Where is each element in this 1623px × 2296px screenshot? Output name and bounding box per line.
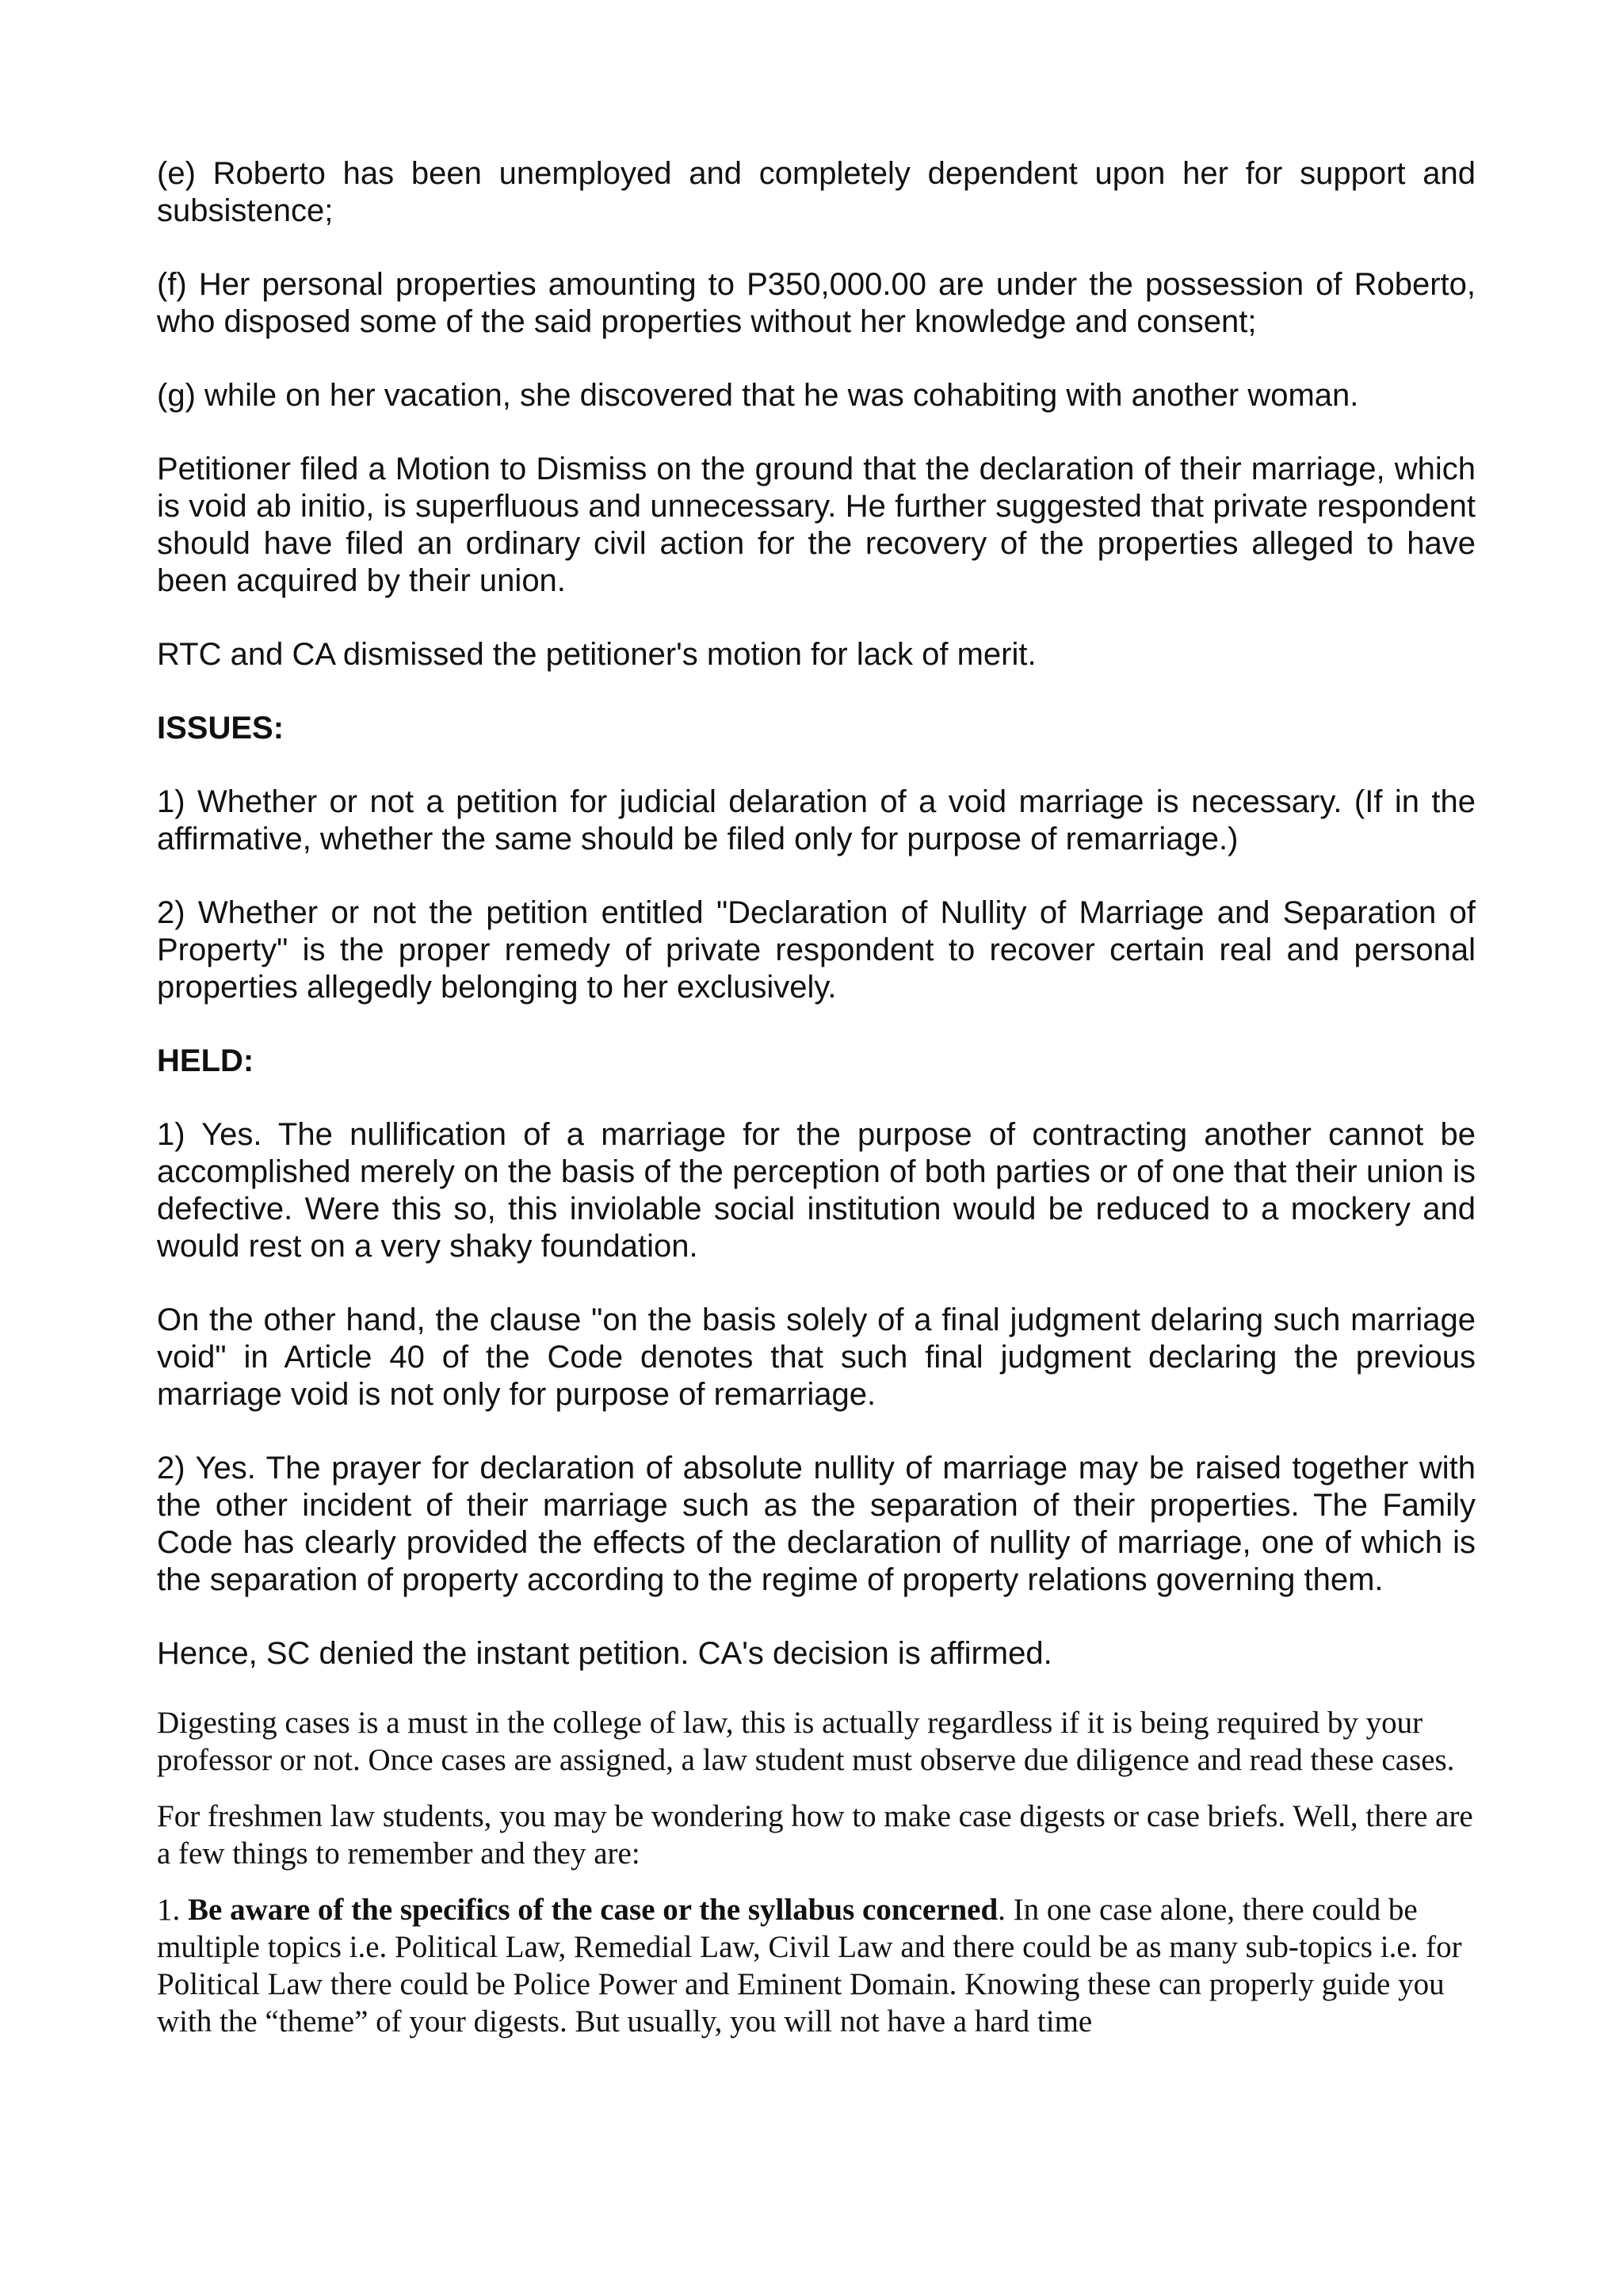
issue-2: 2) Whether or not the petition entitled "Declaration of Nullity of Marriage and Separation of Property" is the proper remedy of private respondent to recover certain real and personal properties allegedly belonging to her exclusively.: [157, 895, 1476, 1005]
guide-item-number: 1.: [157, 1893, 188, 1927]
issue-1: 1) Whether or not a petition for judicial delaration of a void marriage is necessary. (If in the affirmative, whether the same should be filed only for purpose of remarriage.): [157, 784, 1476, 856]
document-page: [157, 155, 1476, 2059]
held-heading: HELD:: [157, 1043, 254, 1078]
guide-paragraph-3: [157, 1891, 1476, 2040]
held-1: 1) Yes. The nullification of a marriage for the purpose of contracting another cannot be accomplished merely on the basis of the perception of both parties or of one that their union is defective. Were this so, this inviolable social institution would be reduced to a mockery and would rest on a very shaky foundation.: [157, 1117, 1476, 1264]
held-1-continued: On the other hand, the clause "on the basis solely of a final judgment delaring such marriage void" in Article 40 of the Code denotes that such final judgment declaring the previous marriage void is not only for purpose of remarriage.: [157, 1302, 1476, 1412]
paragraph-g: (g) while on her vacation, she discovered that he was cohabiting with another woman.: [157, 378, 1359, 413]
paragraph-e: (e) Roberto has been unemployed and completely dependent upon her for support and subsistence;: [157, 156, 1476, 228]
paragraph-rtc-ca: RTC and CA dismissed the petitioner's motion for lack of merit.: [157, 637, 1037, 672]
paragraph-f: (f) Her personal properties amounting to P350,000.00 are under the possession of Roberto, who disposed some of the said properties without her knowledge and consent;: [157, 267, 1476, 339]
paragraph-motion-to-dismiss: Petitioner filed a Motion to Dismiss on the ground that the declaration of their marriage, which is void ab initio, is superfluous and unnecessary. He further suggested that private respondent should have filed an ordinary civil action for the recovery of the properties alleged to have been acquired by their union.: [157, 452, 1476, 598]
guide-item-body: . In one case alone, there could be multiple topics i.e. Political Law, Remedial Law, Civil Law and there could be as many sub-topics i.e. for Political Law there could be Police Power and Eminent Domain. Knowing these can properly guide you with the “theme” of your digests. But usually, you will not have a hard time: [157, 1893, 1462, 2039]
held-2: 2) Yes. The prayer for declaration of absolute nullity of marriage may be raised together with the other incident of their marriage such as the separation of their properties. The Family Code has clearly provided the effects of the declaration of nullity of marriage, one of which is the separation of property according to the regime of property relations governing them.: [157, 1451, 1476, 1597]
guide-item-lead: Be aware of the specifics of the case or the syllabus concerned: [188, 1893, 999, 1927]
issues-heading: ISSUES:: [157, 711, 285, 746]
guide-paragraph-1: Digesting cases is a must in the college of law, this is actually regardless if it is being required by your professor or not. Once cases are assigned, a law student must observe due diligence and read these cases.: [157, 1706, 1455, 1777]
held-conclusion: Hence, SC denied the instant petition. CA's decision is affirmed.: [157, 1636, 1052, 1671]
guide-paragraph-2: For freshmen law students, you may be wondering how to make case digests or case briefs. Well, there are a few things to remember and they are:: [157, 1799, 1473, 1871]
